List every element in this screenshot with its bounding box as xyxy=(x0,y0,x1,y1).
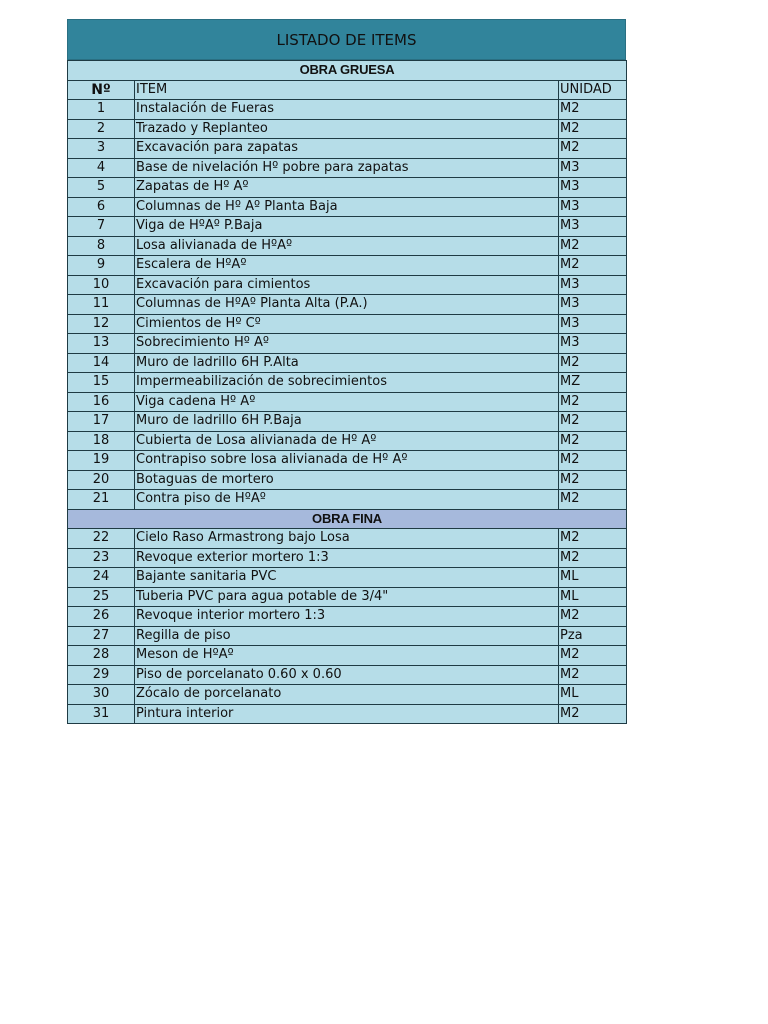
item-unit-cell: M2 xyxy=(559,412,627,432)
item-description-cell: Excavación para cimientos xyxy=(135,275,559,295)
item-unit-cell: M3 xyxy=(559,314,627,334)
table-row xyxy=(68,568,627,588)
item-description-cell: Tuberia PVC para agua potable de 3/4" xyxy=(135,587,559,607)
item-description-cell: Losa alivianada de HºAº xyxy=(135,236,559,256)
item-unit-cell: M2 xyxy=(559,353,627,373)
section-header-row xyxy=(68,61,627,81)
table-row xyxy=(68,587,627,607)
table-row xyxy=(68,256,627,276)
table-row xyxy=(68,178,627,198)
item-unit-cell: M3 xyxy=(559,178,627,198)
item-unit-cell: Pza xyxy=(559,626,627,646)
item-number-cell: 5 xyxy=(68,178,135,198)
item-unit-cell: M3 xyxy=(559,158,627,178)
item-description-cell: Impermeabilización de sobrecimientos xyxy=(135,373,559,393)
item-description-cell: Muro de ladrillo 6H P.Baja xyxy=(135,412,559,432)
table-row xyxy=(68,548,627,568)
table-row xyxy=(68,646,627,666)
item-number-cell: 22 xyxy=(68,529,135,549)
table-row xyxy=(68,334,627,354)
item-unit-cell: M2 xyxy=(559,665,627,685)
item-unit-cell: M2 xyxy=(559,139,627,159)
item-unit-cell: M2 xyxy=(559,548,627,568)
item-unit-cell: M2 xyxy=(559,236,627,256)
item-description-cell: Bajante sanitaria PVC xyxy=(135,568,559,588)
items-table xyxy=(67,60,627,724)
item-unit-cell: ML xyxy=(559,685,627,705)
item-description-cell: Contrapiso sobre losa alivianada de Hº Aº xyxy=(135,451,559,471)
item-number-cell: 18 xyxy=(68,431,135,451)
item-description-cell: Sobrecimiento Hº Aº xyxy=(135,334,559,354)
item-unit-cell: M2 xyxy=(559,451,627,471)
table-row xyxy=(68,431,627,451)
item-number-cell: 28 xyxy=(68,646,135,666)
item-number-cell: 31 xyxy=(68,704,135,724)
item-unit-cell: ML xyxy=(559,587,627,607)
item-number-cell: 9 xyxy=(68,256,135,276)
item-unit-cell: MZ xyxy=(559,373,627,393)
column-header-row xyxy=(68,80,627,100)
table-row xyxy=(68,119,627,139)
item-description-cell: Muro de ladrillo 6H P.Alta xyxy=(135,353,559,373)
item-number-cell: 13 xyxy=(68,334,135,354)
column-header-unit: UNIDAD xyxy=(559,80,627,100)
table-row xyxy=(68,100,627,120)
item-description-cell: Columnas de HºAº Planta Alta (P.A.) xyxy=(135,295,559,315)
item-number-cell: 24 xyxy=(68,568,135,588)
item-unit-cell: M2 xyxy=(559,607,627,627)
item-number-cell: 29 xyxy=(68,665,135,685)
item-unit-cell: M2 xyxy=(559,646,627,666)
item-description-cell: Trazado y Replanteo xyxy=(135,119,559,139)
table-row xyxy=(68,451,627,471)
item-number-cell: 20 xyxy=(68,470,135,490)
item-unit-cell: M3 xyxy=(559,295,627,315)
item-number-cell: 21 xyxy=(68,490,135,510)
table-row xyxy=(68,158,627,178)
item-unit-cell: M3 xyxy=(559,334,627,354)
item-number-cell: 8 xyxy=(68,236,135,256)
item-number-cell: 26 xyxy=(68,607,135,627)
item-number-cell: 25 xyxy=(68,587,135,607)
item-description-cell: Meson de HºAº xyxy=(135,646,559,666)
item-number-cell: 14 xyxy=(68,353,135,373)
item-description-cell: Instalación de Fueras xyxy=(135,100,559,120)
item-number-cell: 30 xyxy=(68,685,135,705)
table-row xyxy=(68,392,627,412)
item-unit-cell: ML xyxy=(559,568,627,588)
item-unit-cell: M2 xyxy=(559,392,627,412)
item-unit-cell: M2 xyxy=(559,490,627,510)
item-description-cell: Escalera de HºAº xyxy=(135,256,559,276)
table-row xyxy=(68,607,627,627)
item-unit-cell: M2 xyxy=(559,100,627,120)
table-row xyxy=(68,470,627,490)
item-unit-cell: M3 xyxy=(559,275,627,295)
item-number-cell: 11 xyxy=(68,295,135,315)
item-number-cell: 2 xyxy=(68,119,135,139)
table-row xyxy=(68,626,627,646)
item-description-cell: Revoque interior mortero 1:3 xyxy=(135,607,559,627)
table-row xyxy=(68,373,627,393)
table-row xyxy=(68,529,627,549)
section-header-row xyxy=(68,509,627,529)
column-header-number: Nº xyxy=(68,80,135,100)
item-unit-cell: M3 xyxy=(559,197,627,217)
item-description-cell: Zapatas de Hº Aº xyxy=(135,178,559,198)
table-row xyxy=(68,295,627,315)
item-number-cell: 4 xyxy=(68,158,135,178)
item-description-cell: Base de nivelación Hº pobre para zapatas xyxy=(135,158,559,178)
item-number-cell: 17 xyxy=(68,412,135,432)
table-row xyxy=(68,236,627,256)
item-description-cell: Cielo Raso Armastrong bajo Losa xyxy=(135,529,559,549)
item-unit-cell: M2 xyxy=(559,119,627,139)
item-number-cell: 23 xyxy=(68,548,135,568)
item-description-cell: Piso de porcelanato 0.60 x 0.60 xyxy=(135,665,559,685)
item-description-cell: Revoque exterior mortero 1:3 xyxy=(135,548,559,568)
item-number-cell: 19 xyxy=(68,451,135,471)
section-title: OBRA GRUESA xyxy=(68,61,627,81)
table-row xyxy=(68,139,627,159)
column-header-item: ITEM xyxy=(135,80,559,100)
table-row xyxy=(68,704,627,724)
item-description-cell: Excavación para zapatas xyxy=(135,139,559,159)
item-number-cell: 10 xyxy=(68,275,135,295)
table-row xyxy=(68,353,627,373)
section-title: OBRA FINA xyxy=(68,509,627,529)
items-sheet xyxy=(67,19,626,724)
table-row xyxy=(68,412,627,432)
table-row xyxy=(68,314,627,334)
item-description-cell: Pintura interior xyxy=(135,704,559,724)
item-number-cell: 15 xyxy=(68,373,135,393)
item-description-cell: Regilla de piso xyxy=(135,626,559,646)
item-description-cell: Botaguas de mortero xyxy=(135,470,559,490)
item-unit-cell: M2 xyxy=(559,529,627,549)
item-number-cell: 16 xyxy=(68,392,135,412)
item-number-cell: 27 xyxy=(68,626,135,646)
item-description-cell: Cimientos de Hº Cº xyxy=(135,314,559,334)
item-number-cell: 6 xyxy=(68,197,135,217)
item-number-cell: 3 xyxy=(68,139,135,159)
item-description-cell: Cubierta de Losa alivianada de Hº Aº xyxy=(135,431,559,451)
item-unit-cell: M2 xyxy=(559,704,627,724)
items-table-body xyxy=(68,61,627,724)
table-row xyxy=(68,197,627,217)
table-row xyxy=(68,275,627,295)
item-description-cell: Viga de HºAº P.Baja xyxy=(135,217,559,237)
item-description-cell: Contra piso de HºAº xyxy=(135,490,559,510)
table-row xyxy=(68,490,627,510)
table-row xyxy=(68,665,627,685)
item-description-cell: Columnas de Hº Aº Planta Baja xyxy=(135,197,559,217)
item-unit-cell: M2 xyxy=(559,256,627,276)
item-number-cell: 12 xyxy=(68,314,135,334)
item-number-cell: 7 xyxy=(68,217,135,237)
table-row xyxy=(68,217,627,237)
item-unit-cell: M2 xyxy=(559,470,627,490)
sheet-title: LISTADO DE ITEMS xyxy=(67,19,626,60)
item-unit-cell: M3 xyxy=(559,217,627,237)
item-description-cell: Viga cadena Hº Aº xyxy=(135,392,559,412)
item-description-cell: Zócalo de porcelanato xyxy=(135,685,559,705)
item-number-cell: 1 xyxy=(68,100,135,120)
table-row xyxy=(68,685,627,705)
item-unit-cell: M2 xyxy=(559,431,627,451)
